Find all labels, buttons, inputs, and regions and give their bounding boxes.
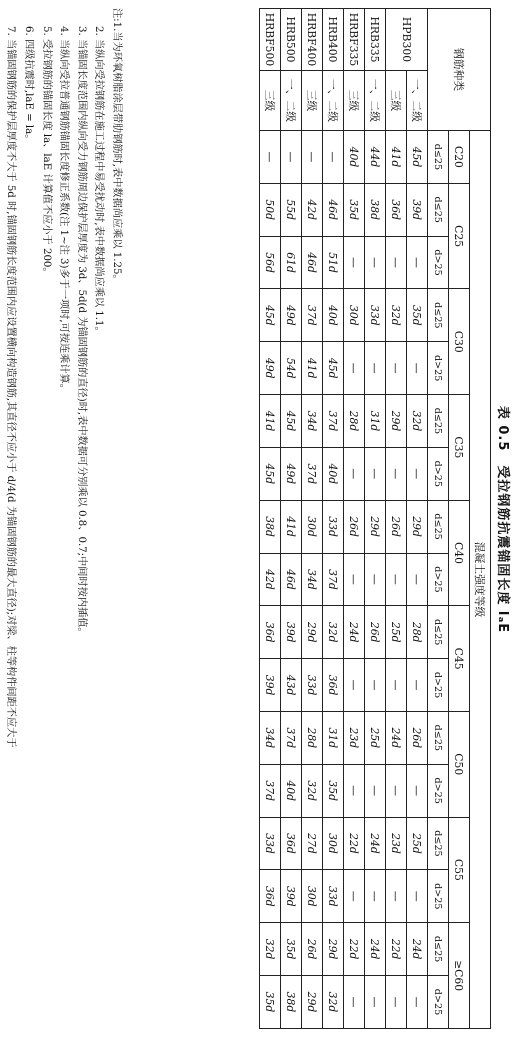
anchorage-value-cell: 45d xyxy=(281,395,302,448)
rebar-type-cell: HRB500 xyxy=(281,9,302,71)
diameter-le-header: d≤25 xyxy=(428,500,449,553)
anchorage-value-cell: 24d xyxy=(344,606,365,659)
anchorage-value-cell: 50d xyxy=(260,183,281,236)
anchorage-value-cell: 61d xyxy=(281,236,302,289)
table-row xyxy=(302,9,323,1029)
anchorage-value-cell: 45d xyxy=(260,447,281,500)
diameter-row xyxy=(428,9,449,1029)
anchorage-value-cell: — xyxy=(407,553,428,606)
seismic-level-cell: 一、二级 xyxy=(407,71,428,131)
anchorage-value-cell: 29d xyxy=(386,395,407,448)
anchorage-value-cell: 39d xyxy=(281,870,302,923)
anchorage-value-cell: 40d xyxy=(323,447,344,500)
anchorage-value-cell: 30d xyxy=(344,289,365,342)
anchorage-value-cell: — xyxy=(386,236,407,289)
anchorage-value-cell: 51d xyxy=(323,236,344,289)
anchorage-value-cell: 36d xyxy=(260,870,281,923)
seismic-level-cell: 三级 xyxy=(260,71,281,131)
anchorage-value-cell: — xyxy=(344,659,365,712)
anchorage-value-cell: 33d xyxy=(323,500,344,553)
anchorage-value-cell: 30d xyxy=(323,817,344,870)
anchorage-value-cell: 37d xyxy=(260,764,281,817)
page-title: 表 0.5 受拉钢筋抗震锚固长度 lₐE xyxy=(495,405,510,634)
anchorage-value-cell: 28d xyxy=(407,606,428,659)
rebar-type-header: 钢筋种类 xyxy=(428,9,491,131)
diameter-le-header: d≤25 xyxy=(428,183,449,236)
anchorage-value-cell: 49d xyxy=(260,342,281,395)
table-row xyxy=(344,9,365,1029)
anchorage-value-cell: — xyxy=(407,976,428,1029)
table-row xyxy=(281,9,302,1029)
anchorage-value-cell: — xyxy=(407,236,428,289)
table-body xyxy=(260,9,428,1029)
anchorage-value-cell: 34d xyxy=(302,553,323,606)
anchorage-value-cell: 40d xyxy=(281,764,302,817)
diameter-gt-header: d>25 xyxy=(428,976,449,1029)
anchorage-value-cell: 35d xyxy=(344,183,365,236)
anchorage-value-cell: 23d xyxy=(344,711,365,764)
anchorage-value-cell: — xyxy=(365,553,386,606)
anchorage-value-cell: 22d xyxy=(386,923,407,976)
anchorage-value-cell: 39d xyxy=(407,183,428,236)
anchorage-value-cell: 54d xyxy=(281,342,302,395)
anchorage-value-cell: 22d xyxy=(344,923,365,976)
anchorage-value-cell: 35d xyxy=(323,764,344,817)
anchorage-value-cell: 25d xyxy=(365,711,386,764)
note-line: 7. 当锚固钢筋的保护层厚度不大于 5d 时,锚固钢筋长度范围内应设置横向构造钢筋,其直径不应小于 d/4(d 为锚固钢筋的最大直径);对梁、柱等构件间距不应大于 xyxy=(5,26,17,748)
anchorage-value-cell: 24d xyxy=(407,923,428,976)
anchorage-value-cell: 42d xyxy=(260,553,281,606)
notes-block xyxy=(0,8,125,1029)
anchorage-value-cell: 38d xyxy=(281,976,302,1029)
anchorage-value-cell: 45d xyxy=(260,289,281,342)
rebar-type-cell: HRB335 xyxy=(365,9,386,71)
anchorage-value-cell: 39d xyxy=(260,659,281,712)
anchorage-value-cell: 27d xyxy=(302,817,323,870)
note-line: 6. 四级抗震时,laE = la。 xyxy=(23,26,35,145)
anchorage-value-cell: 46d xyxy=(302,236,323,289)
anchorage-value-cell: 26d xyxy=(407,711,428,764)
anchorage-value-cell: 33d xyxy=(323,870,344,923)
anchorage-value-cell: — xyxy=(344,236,365,289)
rebar-type-cell: HRB400 xyxy=(323,9,344,71)
anchorage-value-cell: 33d xyxy=(260,817,281,870)
seismic-level-cell: 三级 xyxy=(302,71,323,131)
anchorage-value-cell: 36d xyxy=(281,817,302,870)
anchorage-value-cell: — xyxy=(344,447,365,500)
diameter-gt-header: d>25 xyxy=(428,659,449,712)
grade-header: C20 xyxy=(449,131,470,184)
anchorage-value-cell: 37d xyxy=(281,711,302,764)
anchorage-value-cell: — xyxy=(344,976,365,1029)
anchorage-value-cell: — xyxy=(323,131,344,184)
anchorage-value-cell: 40d xyxy=(344,131,365,184)
anchorage-value-cell: — xyxy=(365,236,386,289)
table-row xyxy=(365,9,386,1029)
diameter-le-header: d≤25 xyxy=(428,711,449,764)
diameter-gt-header: d>25 xyxy=(428,342,449,395)
anchorage-value-cell: 29d xyxy=(302,606,323,659)
anchorage-value-cell: 32d xyxy=(386,289,407,342)
anchorage-value-cell: 56d xyxy=(260,236,281,289)
diameter-le-header: d≤25 xyxy=(428,817,449,870)
grade-header: C45 xyxy=(449,606,470,712)
anchorage-value-cell: — xyxy=(386,764,407,817)
anchorage-value-cell: 45d xyxy=(407,131,428,184)
anchorage-value-cell: 46d xyxy=(281,553,302,606)
anchorage-value-cell: 49d xyxy=(281,289,302,342)
anchorage-value-cell: 39d xyxy=(281,606,302,659)
grade-row xyxy=(449,9,470,1029)
anchorage-value-cell: — xyxy=(365,447,386,500)
anchorage-value-cell: 29d xyxy=(365,500,386,553)
table-row xyxy=(407,9,428,1029)
anchorage-value-cell: — xyxy=(344,342,365,395)
rebar-type-cell: HPB300 xyxy=(386,9,428,71)
anchorage-value-cell: — xyxy=(344,764,365,817)
anchorage-value-cell: 29d xyxy=(407,500,428,553)
rebar-type-cell: HRBF335 xyxy=(344,9,365,71)
note-line: 5. 受拉钢筋的锚固长度 la、laE 计算值不应小于 200。 xyxy=(40,26,52,278)
anchorage-value-cell: 26d xyxy=(344,500,365,553)
anchorage-value-cell: 37d xyxy=(323,553,344,606)
anchorage-value-cell: 28d xyxy=(302,711,323,764)
anchorage-value-cell: 33d xyxy=(302,659,323,712)
anchorage-value-cell: 26d xyxy=(302,923,323,976)
seismic-level-cell: 一、二级 xyxy=(281,71,302,131)
anchorage-value-cell: 32d xyxy=(407,395,428,448)
anchorage-value-cell: 41d xyxy=(260,395,281,448)
anchorage-value-cell: — xyxy=(365,764,386,817)
grade-header: C35 xyxy=(449,395,470,501)
anchorage-value-cell: 32d xyxy=(302,764,323,817)
anchorage-value-cell: 32d xyxy=(323,976,344,1029)
diameter-gt-header: d>25 xyxy=(428,870,449,923)
diameter-le-header: d≤25 xyxy=(428,395,449,448)
anchorage-value-cell: 29d xyxy=(323,923,344,976)
grade-header: C30 xyxy=(449,289,470,395)
anchorage-value-cell: 22d xyxy=(344,817,365,870)
diameter-le-header: d≤25 xyxy=(428,131,449,184)
anchorage-value-cell: 24d xyxy=(365,817,386,870)
anchorage-value-cell: — xyxy=(281,131,302,184)
anchorage-value-cell: — xyxy=(407,342,428,395)
anchorage-value-cell: 31d xyxy=(365,395,386,448)
anchorage-value-cell: 24d xyxy=(386,711,407,764)
anchorage-value-cell: — xyxy=(407,447,428,500)
seismic-level-cell: 三级 xyxy=(386,71,407,131)
anchorage-value-cell: 36d xyxy=(386,183,407,236)
grade-header: ≥C60 xyxy=(449,923,470,1029)
note-line: 3. 当锚固长度范围内纵向受力钢筋周边保护层厚度为 3d、5d(d 为锚固钢筋的直径)时,表中数据可分别乘以 0.8、0.7;中间时按内插值。 xyxy=(75,26,87,638)
anchorage-value-cell: 30d xyxy=(302,500,323,553)
anchorage-value-cell: 35d xyxy=(260,976,281,1029)
anchorage-value-cell: 35d xyxy=(407,289,428,342)
anchorage-value-cell: 49d xyxy=(281,447,302,500)
diameter-gt-header: d>25 xyxy=(428,764,449,817)
seismic-level-cell: 三级 xyxy=(344,71,365,131)
anchorage-value-cell: — xyxy=(386,447,407,500)
seismic-level-cell: 一、二级 xyxy=(323,71,344,131)
diameter-le-header: d≤25 xyxy=(428,923,449,976)
anchorage-value-cell: — xyxy=(260,131,281,184)
anchorage-value-cell: 34d xyxy=(260,711,281,764)
note-line: 2. 当纵向受拉钢筋在施工过程中易受扰动时,表中数据尚应乘以 1.1。 xyxy=(93,26,105,337)
anchorage-value-cell: 42d xyxy=(302,183,323,236)
anchorage-value-cell: 26d xyxy=(386,500,407,553)
anchorage-value-cell: — xyxy=(302,131,323,184)
anchorage-value-cell: — xyxy=(344,870,365,923)
grade-header: C25 xyxy=(449,183,470,289)
anchorage-value-cell: 33d xyxy=(365,289,386,342)
anchorage-value-cell: 38d xyxy=(365,183,386,236)
anchorage-value-cell: 32d xyxy=(260,923,281,976)
anchorage-value-cell: 25d xyxy=(386,606,407,659)
anchorage-value-cell: 41d xyxy=(281,500,302,553)
anchorage-value-cell: 34d xyxy=(302,395,323,448)
anchorage-value-cell: 37d xyxy=(323,395,344,448)
anchorage-value-cell: — xyxy=(365,976,386,1029)
table-row xyxy=(323,9,344,1029)
anchorage-value-cell: 30d xyxy=(302,870,323,923)
anchorage-value-cell: 36d xyxy=(323,659,344,712)
rebar-type-cell: HRBF500 xyxy=(260,9,281,71)
note-line: 4. 当纵向受拉普通钢筋锚固长度修正系数(注 1~注 3)多于一项时,可按连乘计算。 xyxy=(58,26,70,394)
seismic-level-cell: 一、二级 xyxy=(365,71,386,131)
anchorage-value-cell: 28d xyxy=(344,395,365,448)
anchorage-value-cell: 40d xyxy=(323,289,344,342)
anchorage-value-cell: — xyxy=(407,764,428,817)
diameter-le-header: d≤25 xyxy=(428,606,449,659)
anchorage-value-cell: — xyxy=(365,659,386,712)
anchorage-value-cell: 37d xyxy=(302,289,323,342)
anchorage-value-cell: 37d xyxy=(302,447,323,500)
anchorage-value-cell: 41d xyxy=(302,342,323,395)
table-row xyxy=(260,9,281,1029)
anchorage-value-cell: 32d xyxy=(323,606,344,659)
anchorage-value-cell: 45d xyxy=(323,342,344,395)
anchorage-value-cell: 44d xyxy=(365,131,386,184)
anchorage-value-cell: 38d xyxy=(260,500,281,553)
anchorage-value-cell: 55d xyxy=(281,183,302,236)
anchorage-value-cell: 25d xyxy=(407,817,428,870)
anchorage-value-cell: — xyxy=(344,553,365,606)
anchorage-value-cell: — xyxy=(407,659,428,712)
rebar-type-cell: HRBF400 xyxy=(302,9,323,71)
anchorage-value-cell: 31d xyxy=(323,711,344,764)
concrete-grade-header: 混凝土强度等级 xyxy=(470,131,491,1029)
anchorage-value-cell: — xyxy=(386,976,407,1029)
diameter-gt-header: d>25 xyxy=(428,236,449,289)
anchorage-value-cell: — xyxy=(386,342,407,395)
grade-header: C50 xyxy=(449,711,470,817)
grade-header: C40 xyxy=(449,500,470,606)
anchorage-value-cell: 26d xyxy=(365,606,386,659)
diameter-gt-header: d>25 xyxy=(428,447,449,500)
anchorage-value-cell: 41d xyxy=(386,131,407,184)
anchorage-value-cell: 36d xyxy=(260,606,281,659)
anchorage-value-cell: — xyxy=(386,659,407,712)
anchorage-value-cell: — xyxy=(365,870,386,923)
anchorage-value-cell: 23d xyxy=(386,817,407,870)
diameter-le-header: d≤25 xyxy=(428,289,449,342)
anchorage-value-cell: 35d xyxy=(281,923,302,976)
anchorage-value-cell: — xyxy=(365,342,386,395)
anchorage-value-cell: — xyxy=(407,870,428,923)
anchorage-value-cell: — xyxy=(386,553,407,606)
anchorage-value-cell: 29d xyxy=(302,976,323,1029)
anchorage-value-cell: — xyxy=(386,870,407,923)
anchorage-value-cell: 43d xyxy=(281,659,302,712)
anchorage-value-cell: 46d xyxy=(323,183,344,236)
diameter-gt-header: d>25 xyxy=(428,553,449,606)
note-line: 注:1.当为环氧树脂涂层带肋钢筋时,表中数据尚应乘以 1.25。 xyxy=(111,8,122,285)
anchorage-length-table xyxy=(259,8,491,1029)
table-row xyxy=(386,9,407,1029)
anchorage-value-cell: 24d xyxy=(365,923,386,976)
grade-header: C55 xyxy=(449,817,470,923)
